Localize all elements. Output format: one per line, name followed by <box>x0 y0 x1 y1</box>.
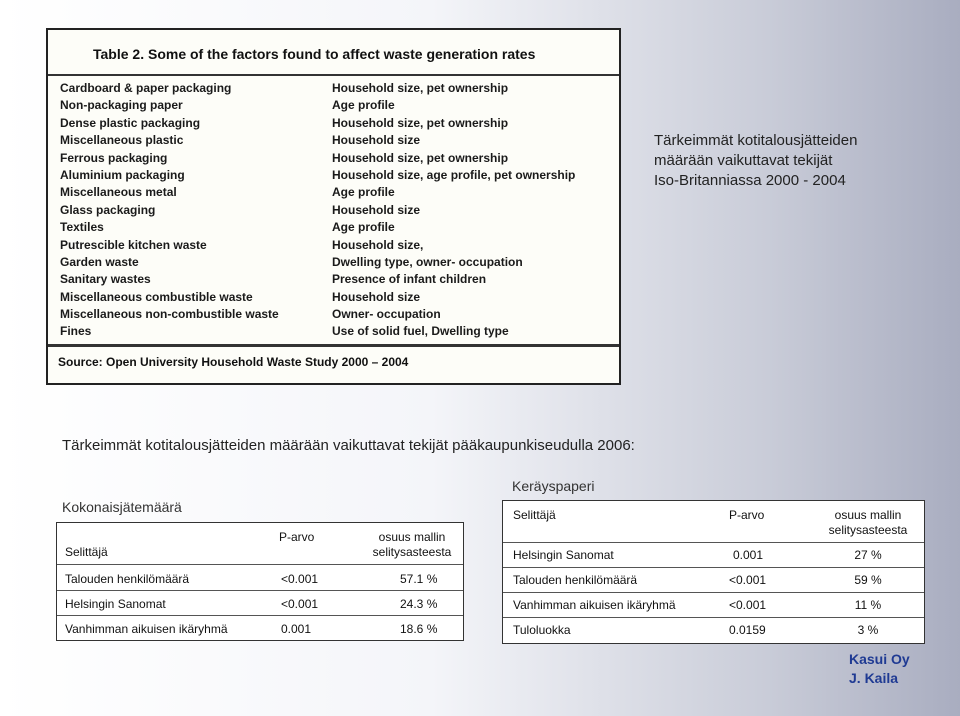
waste-type: Textiles <box>60 220 104 235</box>
factor: Household size <box>332 202 421 217</box>
table2-source-rule <box>48 344 619 347</box>
waste-type: Glass packaging <box>60 202 156 217</box>
row-name: Vanhimman aikuisen ikäryhmä <box>513 598 676 612</box>
table2-title: Table 2. Some of the factors found to affect waste generation rates <box>93 46 536 62</box>
row-share: 57.1 % <box>400 572 438 586</box>
waste-type: Cardboard & paper packaging <box>60 81 232 95</box>
factor: Household size, age profile, pet ownership <box>332 167 576 182</box>
factor: Presence of infant children <box>332 272 487 287</box>
row-name: Talouden henkilömäärä <box>513 573 638 587</box>
waste-type: Miscellaneous non-combustible waste <box>60 307 279 322</box>
row-divider <box>57 590 463 591</box>
factor: Use of solid fuel, Dwelling type <box>332 324 509 339</box>
table2-waste-types <box>60 80 279 341</box>
table2-factors <box>332 80 575 341</box>
factor: Age profile <box>332 220 395 235</box>
left-section-title: Kokonaisjätemäärä <box>62 499 182 515</box>
header-explainer: Selittäjä <box>65 545 108 559</box>
row-share: 11 % <box>854 598 882 612</box>
header-share-2: selitysasteesta <box>372 545 452 559</box>
uk-caption-line: määrään vaikuttavat tekijät <box>654 152 833 169</box>
row-divider <box>503 592 924 593</box>
header-p: P-arvo <box>279 530 315 544</box>
waste-type: Aluminium packaging <box>60 167 185 182</box>
row-p: <0.001 <box>729 598 767 612</box>
author-credit <box>849 650 910 688</box>
row-share: 24.3 % <box>400 597 438 611</box>
header-share-1: osuus mallin <box>834 508 902 522</box>
factor: Household size, pet ownership <box>332 115 509 130</box>
factor: Dwelling type, owner- occupation <box>332 254 523 269</box>
row-share: 3 % <box>857 623 879 637</box>
row-share: 27 % <box>854 548 882 562</box>
row-p: 0.0159 <box>729 623 766 637</box>
left-table <box>56 522 464 641</box>
table2-image <box>46 28 621 385</box>
header-share-2: selitysasteesta <box>828 523 908 537</box>
factor: Household size, pet ownership <box>332 81 509 95</box>
row-name: Helsingin Sanomat <box>513 548 614 562</box>
waste-type: Miscellaneous plastic <box>60 133 184 148</box>
row-divider <box>57 615 463 616</box>
row-name: Vanhimman aikuisen ikäryhmä <box>65 622 228 636</box>
table2-source: Source: Open University Household Waste Study 2000 – 2004 <box>58 355 409 369</box>
factor: Household size <box>332 289 421 304</box>
uk-caption-line: Iso-Britanniassa 2000 - 2004 <box>654 172 846 189</box>
waste-type: Garden waste <box>60 254 139 269</box>
table2-header-rule <box>48 74 619 76</box>
header-divider <box>57 564 463 565</box>
row-name: Talouden henkilömäärä <box>65 572 190 586</box>
uk-caption <box>654 131 857 191</box>
uk-caption-line: Tärkeimmät kotitalousjätteiden <box>654 132 858 149</box>
row-divider <box>503 567 924 568</box>
factor: Household size <box>332 133 421 148</box>
credit-author: J. Kaila <box>849 670 899 686</box>
row-share: 59 % <box>854 573 882 587</box>
row-p: 0.001 <box>733 548 764 562</box>
header-p: P-arvo <box>729 508 765 522</box>
header-divider <box>503 542 924 543</box>
factor: Household size, <box>332 237 424 252</box>
waste-type: Miscellaneous combustible waste <box>60 289 253 304</box>
header-explainer: Selittäjä <box>513 508 556 522</box>
row-name: Tuloluokka <box>513 623 571 637</box>
waste-type: Miscellaneous metal <box>60 185 177 200</box>
waste-type: Fines <box>60 324 92 339</box>
row-p: 0.001 <box>281 622 312 636</box>
waste-type: Ferrous packaging <box>60 150 168 165</box>
credit-company: Kasui Oy <box>849 651 910 667</box>
row-p: <0.001 <box>281 572 319 586</box>
row-divider <box>503 617 924 618</box>
factor: Household size, pet ownership <box>332 150 509 165</box>
helsinki-subtitle: Tärkeimmät kotitalousjätteiden määrään vaikuttavat tekijät pääkaupunkiseudulla 2006: <box>62 437 635 454</box>
header-share-1: osuus mallin <box>378 530 446 544</box>
row-p: <0.001 <box>729 573 767 587</box>
factor: Age profile <box>332 98 395 113</box>
row-share: 18.6 % <box>400 622 438 636</box>
factor: Age profile <box>332 185 395 200</box>
row-name: Helsingin Sanomat <box>65 597 166 611</box>
right-section-title: Keräyspaperi <box>512 478 595 494</box>
waste-type: Dense plastic packaging <box>60 115 201 130</box>
row-p: <0.001 <box>281 597 319 611</box>
waste-type: Sanitary wastes <box>60 272 151 287</box>
waste-type: Non-packaging paper <box>60 98 183 113</box>
waste-type: Putrescible kitchen waste <box>60 237 207 252</box>
factor: Owner- occupation <box>332 307 441 322</box>
right-table <box>502 500 925 644</box>
